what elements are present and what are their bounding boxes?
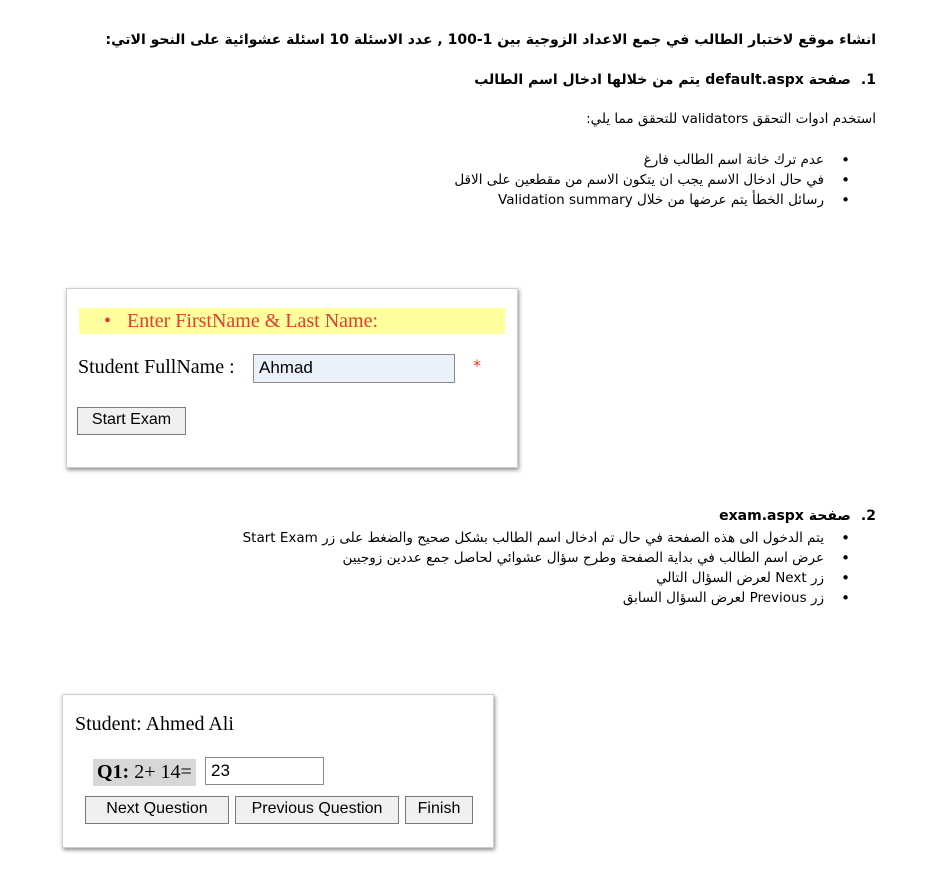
question-text: 2+ 14= bbox=[129, 761, 192, 783]
required-asterisk: * bbox=[473, 356, 481, 375]
section1-heading-text: صفحة default.aspx يتم من خلالها ادخال اسم الطالب bbox=[474, 72, 851, 88]
question-number: Q1: bbox=[97, 761, 130, 783]
list-item: • زر Previous لعرض السؤال السابق bbox=[243, 588, 850, 608]
section2-number: 2. bbox=[860, 508, 876, 524]
exam-page-screenshot bbox=[62, 694, 494, 848]
list-item: • عرض اسم الطالب في بداية الصفحة وطرح سؤال عشوائي لحاصل جمع عددين زوجيين bbox=[243, 548, 850, 568]
default-page-screenshot bbox=[66, 288, 518, 468]
document-title: انشاء موقع لاختبار الطالب في جمع الاعداد الزوجية بين 1-100 , عدد الاسئلة 10 اسئلة عشوائية على النحو الاتي: bbox=[105, 32, 876, 48]
answer-input[interactable]: 23 bbox=[205, 757, 324, 785]
section2-heading-text: صفحة exam.aspx bbox=[719, 508, 851, 524]
list-item: • زر Next لعرض السؤال التالي bbox=[243, 568, 850, 588]
validation-message: Enter FirstName & Last Name: bbox=[127, 310, 379, 332]
finish-button[interactable]: Finish bbox=[405, 796, 473, 824]
section2-heading bbox=[719, 508, 876, 524]
validation-summary bbox=[79, 308, 505, 334]
previous-question-button[interactable]: Previous Question bbox=[235, 796, 399, 824]
list-item: • رسائل الخطأ يتم عرضها من خلال Validation summary bbox=[454, 190, 850, 210]
start-exam-button[interactable]: Start Exam bbox=[77, 407, 186, 435]
section2-bullet-list bbox=[243, 528, 850, 608]
section1-intro: استخدم ادوات التحقق validators للتحقق مما يلي: bbox=[586, 111, 876, 127]
student-fullname-label: Student FullName : bbox=[78, 356, 235, 378]
section1-number: 1. bbox=[860, 72, 876, 88]
section1-bullet-list bbox=[454, 150, 850, 210]
student-name-input[interactable]: Ahmad bbox=[253, 354, 455, 383]
next-question-button[interactable]: Next Question bbox=[85, 796, 229, 824]
list-item: • يتم الدخول الى هذه الصفحة في حال تم ادخال اسم الطالب بشكل صحيح والضغط على زر Start Exam bbox=[243, 528, 850, 548]
list-item: • عدم ترك خانة اسم الطالب فارغ bbox=[454, 150, 850, 170]
section1-heading bbox=[474, 72, 876, 88]
list-item: • في حال ادخال الاسم يجب ان يتكون الاسم من مقطعين على الاقل bbox=[454, 170, 850, 190]
validation-bullet: • bbox=[104, 310, 112, 332]
student-name-label: Student: Ahmed Ali bbox=[75, 713, 234, 735]
question-label bbox=[93, 759, 196, 786]
